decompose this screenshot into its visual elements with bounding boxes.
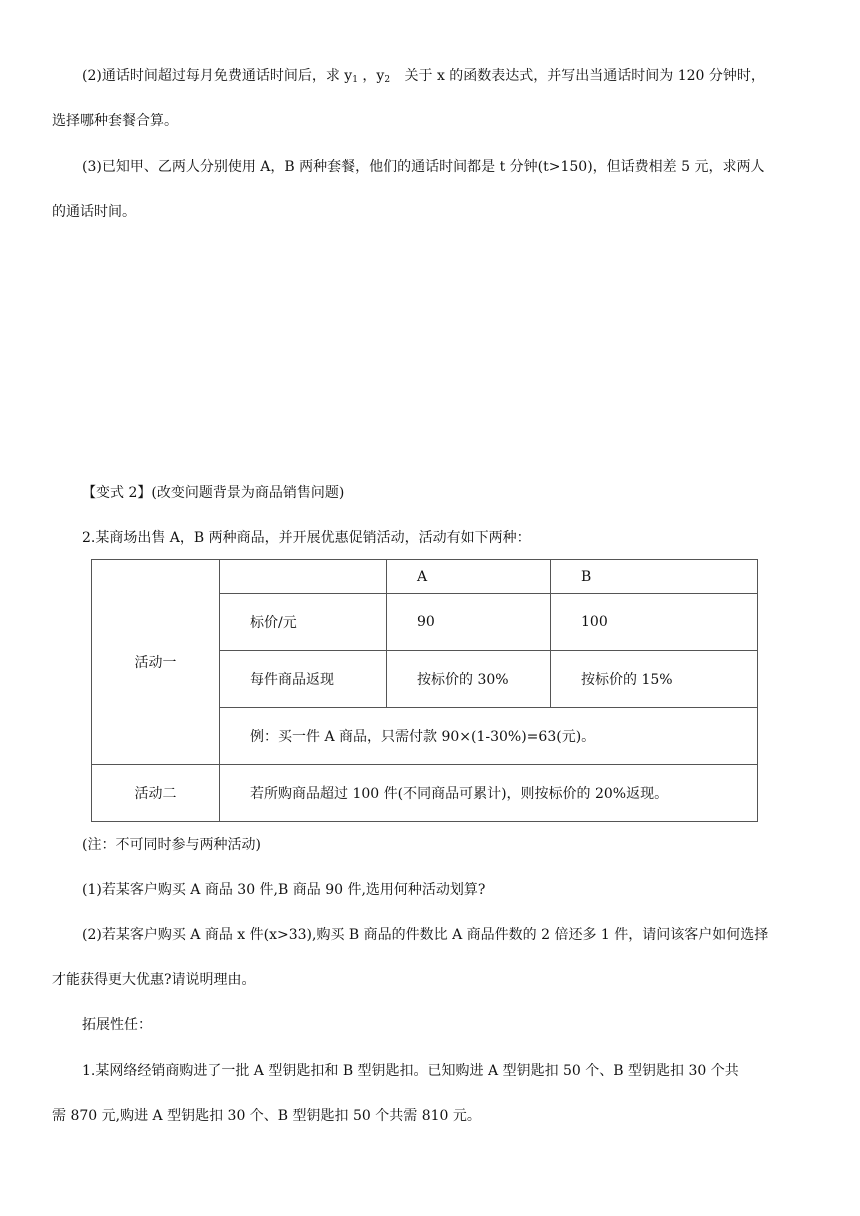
price-b-cell: 100 <box>551 594 758 651</box>
example-cell: 例：买一件 A 商品，只需付款 90×(1-30%)=63(元)。 <box>220 708 758 765</box>
column-a-header: A <box>387 560 551 594</box>
activity-1-cell: 活动一 <box>92 560 220 765</box>
extension-heading: 拓展性任： <box>82 1017 152 1033</box>
rebate-b-cell: 按标价的 15% <box>551 651 758 708</box>
rebate-row-label: 每件商品返现 <box>220 651 387 708</box>
extension-problem-1-line-2: 需 870 元,购进 A 型钥匙扣 30 个、B 型钥匙扣 50 个共需 810 元。 <box>52 1108 481 1124</box>
question-3-line-1: (3)已知甲、乙两人分别使用 A，B 两种套餐，他们的通话时间都是 t 分钟(t>150)，但话费相差 5 元，求两人 <box>82 159 765 175</box>
variant-2-question-2-line-2: 才能获得更大优惠?请说明理由。 <box>52 972 256 988</box>
q2-text-c: 关于 x 的函数表达式，并写出当通话时间为 120 分钟时， <box>404 68 765 84</box>
price-row-label: 标价/元 <box>220 594 387 651</box>
activity-2-cell: 活动二 <box>92 765 220 822</box>
column-b-header: B <box>551 560 758 594</box>
extension-problem-1-line-1: 1.某网络经销商购进了一批 A 型钥匙扣和 B 型钥匙扣。已知购进 A 型钥匙扣 50 个、B 型钥匙扣 30 个共 <box>82 1063 739 1079</box>
activity-2-description: 若所购商品超过 100 件(不同商品可累计)，则按标价的 20%返现。 <box>220 765 758 822</box>
header-empty-cell <box>220 560 387 594</box>
rebate-a-cell: 按标价的 30% <box>387 651 551 708</box>
question-2-line-2: 选择哪种套餐合算。 <box>52 113 178 129</box>
promotion-table <box>91 559 758 822</box>
variant-2-heading: 【变式 2】(改变问题背景为商品销售问题) <box>82 485 345 501</box>
y2-subscript: 2 <box>384 75 391 85</box>
note-text: (注：不可同时参与两种活动) <box>82 837 261 853</box>
q2-text-b: ，y <box>362 68 385 84</box>
variant-2-question-2-line-1: (2)若某客户购买 A 商品 x 件(x>33),购买 B 商品的件数比 A 商品件数的 2 倍还多 1 件，请问该客户如何选择 <box>82 927 769 943</box>
price-a-cell: 90 <box>387 594 551 651</box>
y1-subscript: 1 <box>352 75 358 85</box>
question-3-line-2: 的通话时间。 <box>52 204 136 220</box>
question-2-line-1 <box>82 66 765 90</box>
q2-text-a: (2)通话时间超过每月免费通话时间后，求 y <box>82 68 353 84</box>
variant-2-intro: 2.某商场出售 A，B 两种商品，并开展优惠促销活动，活动有如下两种： <box>82 530 531 546</box>
variant-2-question-1: (1)若某客户购买 A 商品 30 件,B 商品 90 件,选用何种活动划算? <box>82 882 486 898</box>
